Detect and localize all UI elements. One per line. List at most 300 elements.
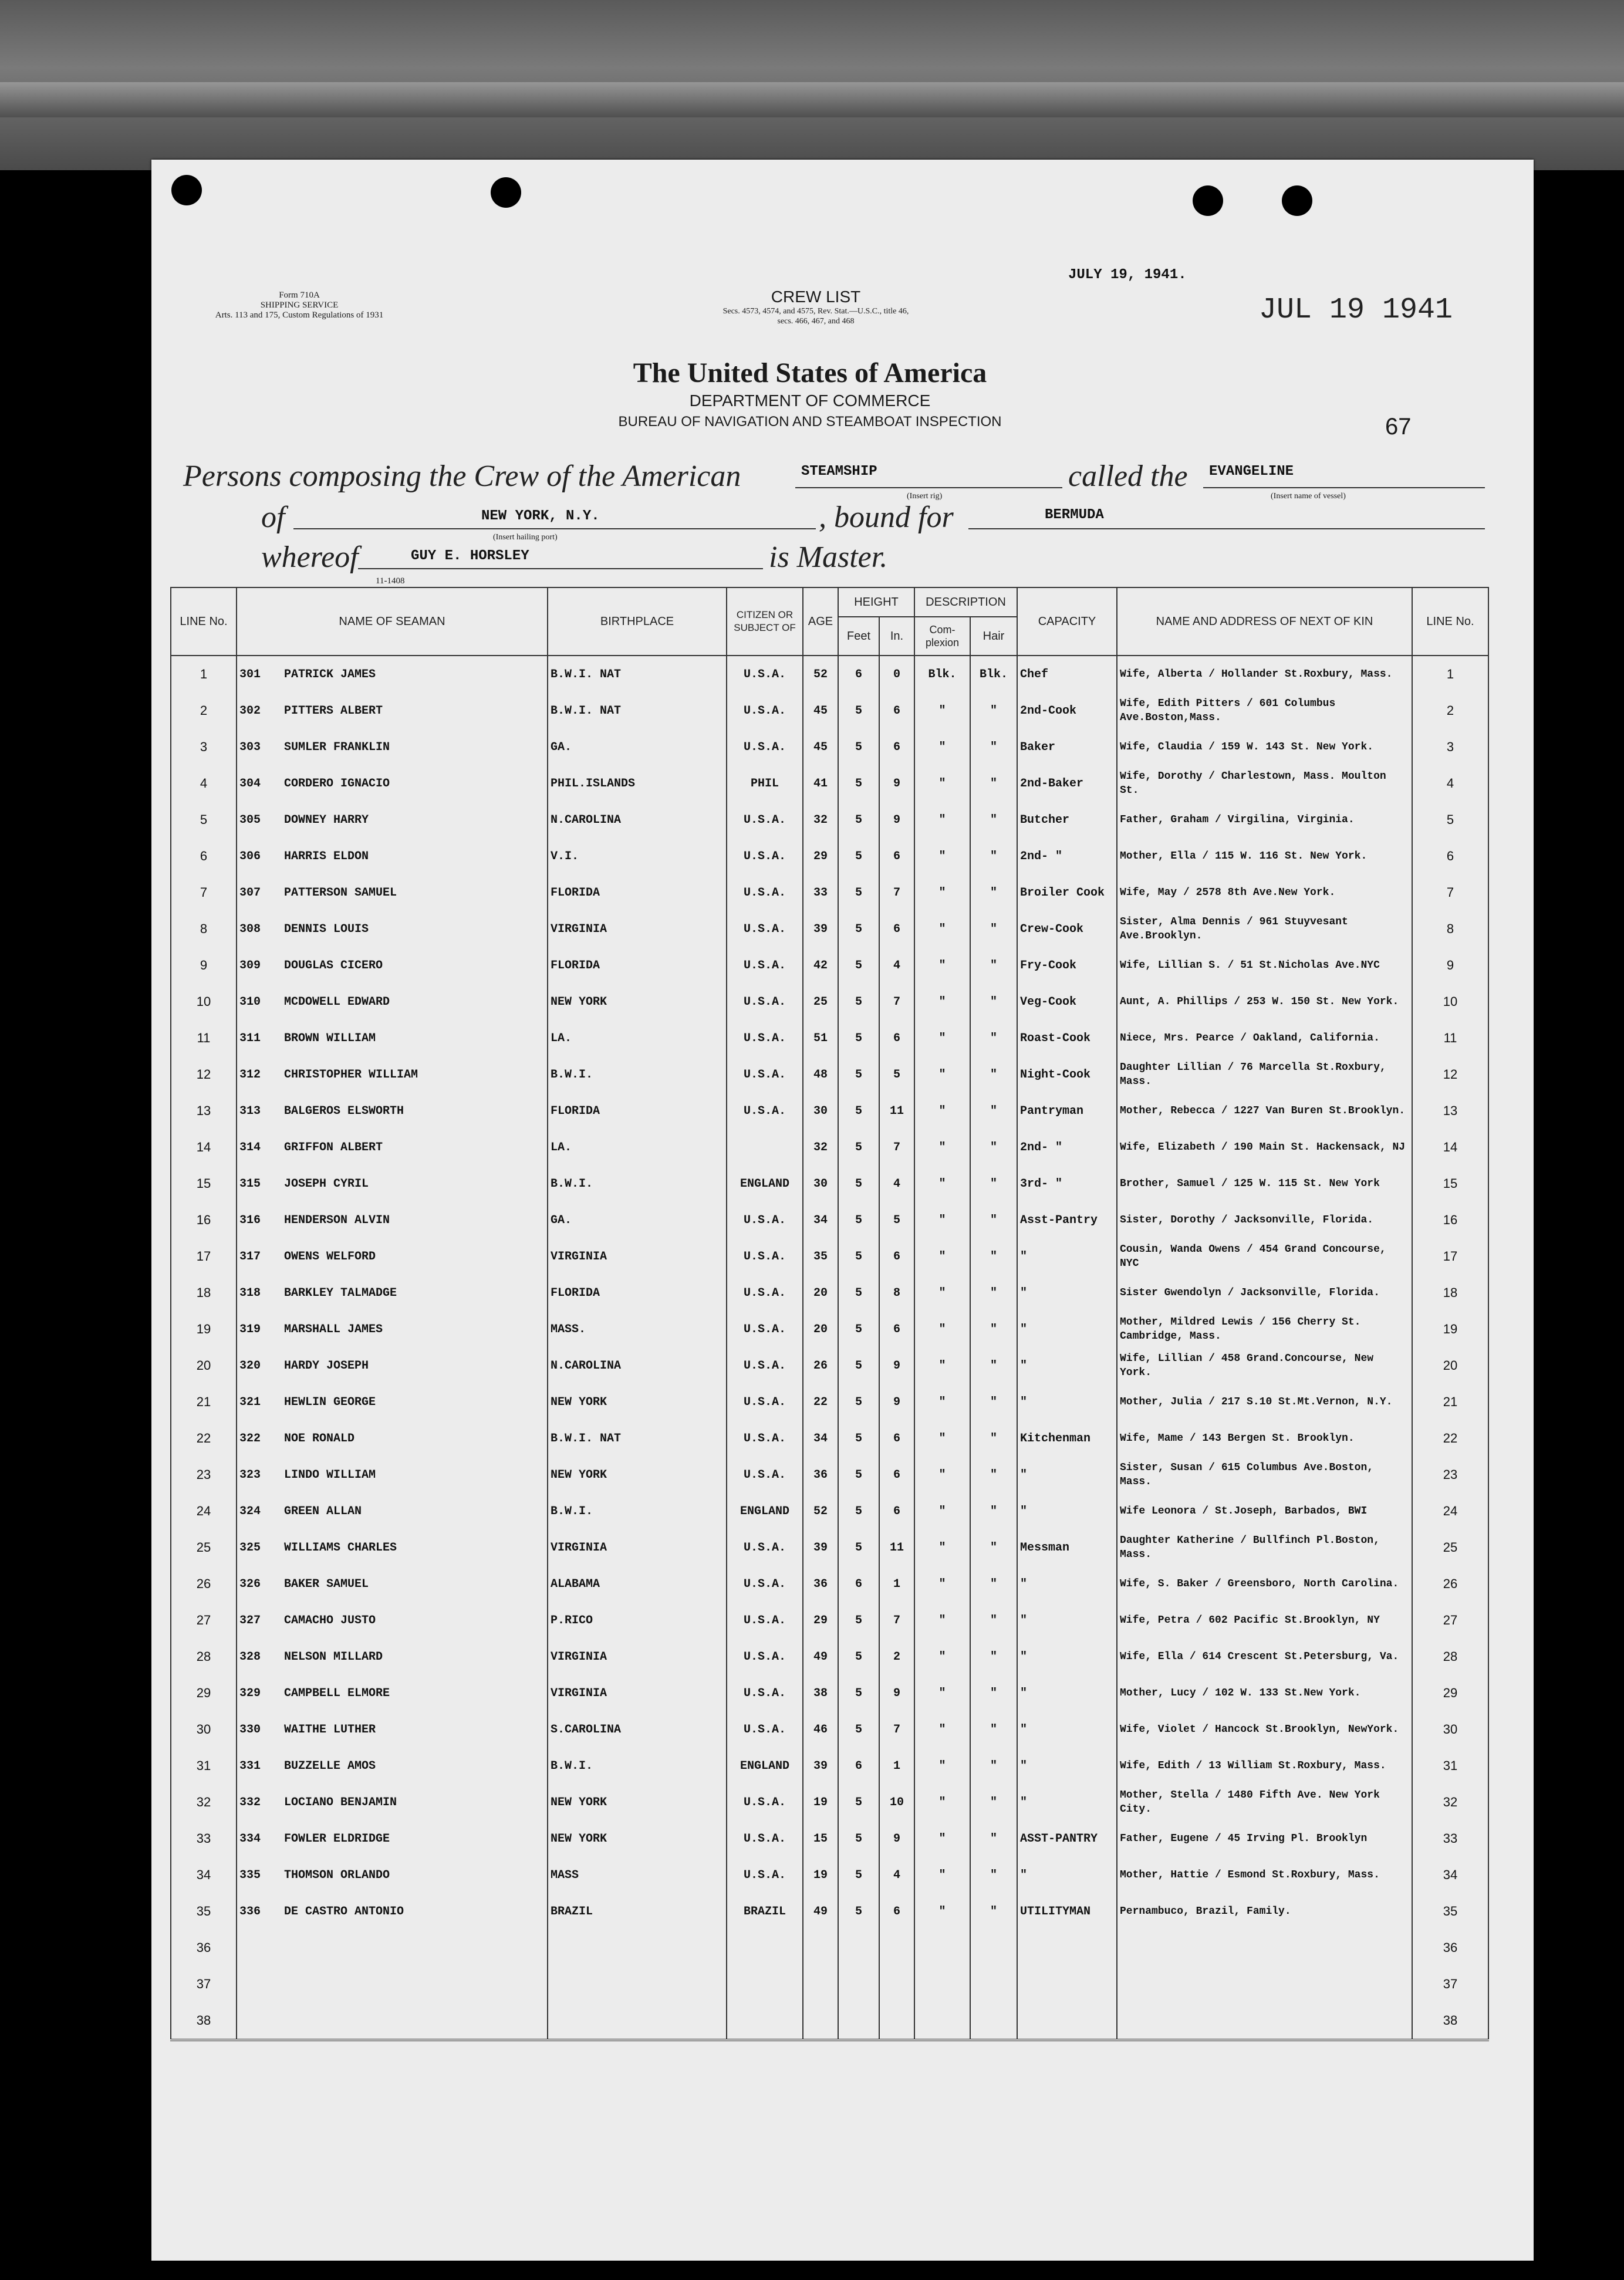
line-number-right: 12 <box>1412 1056 1488 1093</box>
capacity: 2nd- " <box>1017 838 1117 874</box>
seaman-name <box>237 1820 548 1857</box>
age: 35 <box>803 1238 838 1275</box>
punch-hole <box>1282 185 1312 216</box>
height-inches: 6 <box>879 1020 914 1056</box>
age: 20 <box>803 1275 838 1311</box>
seaman-number: 323 <box>239 1468 261 1482</box>
height-inches: 2 <box>879 1639 914 1675</box>
seaman-name <box>237 1493 548 1529</box>
seaman-name <box>237 693 548 729</box>
line-number: 23 <box>171 1457 237 1493</box>
citizenship: U.S.A. <box>727 1056 803 1093</box>
hair: " <box>970 693 1017 729</box>
height-feet: 5 <box>838 1820 879 1857</box>
complexion: " <box>914 1893 970 1930</box>
complexion: " <box>914 1457 970 1493</box>
table-row <box>171 1930 1488 1966</box>
capacity: " <box>1017 1711 1117 1748</box>
line-number-right: 35 <box>1412 1893 1488 1930</box>
seaman-full-name: BROWN WILLIAM <box>284 1031 376 1045</box>
seaman-full-name: JOSEPH CYRIL <box>284 1177 369 1191</box>
hair: " <box>970 765 1017 802</box>
line-number: 8 <box>171 911 237 947</box>
complexion: " <box>914 1020 970 1056</box>
hair: " <box>970 1166 1017 1202</box>
seaman-name <box>237 1602 548 1639</box>
age: 52 <box>803 656 838 693</box>
line-number: 24 <box>171 1493 237 1529</box>
height-feet: 5 <box>838 874 879 911</box>
table-row <box>171 984 1488 1020</box>
line-number-right: 20 <box>1412 1347 1488 1384</box>
seaman-name <box>237 1202 548 1238</box>
table-row <box>171 1129 1488 1166</box>
seaman-full-name: CAMPBELL ELMORE <box>284 1686 390 1700</box>
citizenship: U.S.A. <box>727 1857 803 1893</box>
next-of-kin: Sister, Alma Dennis / 961 Stuyvesant Ave.Brooklyn. <box>1117 911 1412 947</box>
complexion: " <box>914 911 970 947</box>
seaman-full-name: BALGEROS ELSWORTH <box>284 1104 404 1118</box>
hair: " <box>970 1493 1017 1529</box>
seaman-full-name: WAITHE LUTHER <box>284 1722 376 1737</box>
height-feet: 5 <box>838 1311 879 1347</box>
line-number: 21 <box>171 1384 237 1420</box>
line-number-right: 28 <box>1412 1639 1488 1675</box>
complexion: " <box>914 1711 970 1748</box>
citizenship <box>727 1966 803 2002</box>
height-inches: 6 <box>879 1420 914 1457</box>
capacity: 2nd- " <box>1017 1129 1117 1166</box>
citizenship: PHIL <box>727 765 803 802</box>
birthplace: MASS. <box>548 1311 727 1347</box>
table-row <box>171 802 1488 838</box>
hair: " <box>970 1566 1017 1602</box>
height-feet: 6 <box>838 656 879 693</box>
height-feet: 5 <box>838 802 879 838</box>
line-number: 3 <box>171 729 237 765</box>
table-row <box>171 1020 1488 1056</box>
col-feet: Feet <box>838 617 879 656</box>
table-row <box>171 1275 1488 1311</box>
col-age: AGE <box>803 587 838 656</box>
line-number: 11 <box>171 1020 237 1056</box>
hair: " <box>970 1675 1017 1711</box>
birthplace: FLORIDA <box>548 1093 727 1129</box>
age: 32 <box>803 1129 838 1166</box>
birthplace: VIRGINIA <box>548 1529 727 1566</box>
next-of-kin <box>1117 1930 1412 1966</box>
hair: " <box>970 838 1017 874</box>
hair: " <box>970 947 1017 984</box>
capacity: " <box>1017 1238 1117 1275</box>
line-number-right: 23 <box>1412 1457 1488 1493</box>
complexion: " <box>914 693 970 729</box>
birthplace: BRAZIL <box>548 1893 727 1930</box>
citizenship: U.S.A. <box>727 1020 803 1056</box>
table-row <box>171 1566 1488 1602</box>
height-feet: 5 <box>838 1202 879 1238</box>
capacity: " <box>1017 1457 1117 1493</box>
line-number: 37 <box>171 1966 237 2002</box>
seaman-full-name: WILLIAMS CHARLES <box>284 1541 397 1555</box>
age: 45 <box>803 693 838 729</box>
line-number: 10 <box>171 984 237 1020</box>
hair: " <box>970 1457 1017 1493</box>
table-row <box>171 1857 1488 1893</box>
seaman-number: 314 <box>239 1140 261 1154</box>
hair: " <box>970 911 1017 947</box>
hair: " <box>970 802 1017 838</box>
col-capacity: CAPACITY <box>1017 587 1117 656</box>
age: 46 <box>803 1711 838 1748</box>
hair <box>970 1930 1017 1966</box>
line-number-right: 18 <box>1412 1275 1488 1311</box>
height-feet: 5 <box>838 1166 879 1202</box>
height-feet: 5 <box>838 1711 879 1748</box>
age: 30 <box>803 1093 838 1129</box>
line-number: 9 <box>171 947 237 984</box>
age: 52 <box>803 1493 838 1529</box>
capacity: " <box>1017 1639 1117 1675</box>
complexion: " <box>914 1420 970 1457</box>
crew-line-prefix: Persons composing the Crew of the American <box>183 460 741 493</box>
birthplace <box>548 1930 727 1966</box>
height-inches: 9 <box>879 1384 914 1420</box>
hair: " <box>970 1311 1017 1347</box>
age: 19 <box>803 1857 838 1893</box>
regulations: Arts. 113 and 175, Custom Regulations of 1931 <box>215 310 384 320</box>
seaman-full-name: MCDOWELL EDWARD <box>284 995 390 1009</box>
height-inches: 6 <box>879 693 914 729</box>
hair: " <box>970 1020 1017 1056</box>
capacity: Baker <box>1017 729 1117 765</box>
height-feet: 5 <box>838 729 879 765</box>
height-feet: 5 <box>838 1093 879 1129</box>
table-row <box>171 1602 1488 1639</box>
citizenship <box>727 2002 803 2040</box>
seaman-number: 331 <box>239 1759 261 1773</box>
birthplace: V.I. <box>548 838 727 874</box>
hair: " <box>970 1420 1017 1457</box>
next-of-kin: Wife, Ella / 614 Crescent St.Petersburg, Va. <box>1117 1639 1412 1675</box>
next-of-kin: Wife, Edith Pitters / 601 Columbus Ave.Boston,Mass. <box>1117 693 1412 729</box>
seaman-full-name: CORDERO IGNACIO <box>284 776 390 791</box>
age: 49 <box>803 1639 838 1675</box>
seaman-name <box>237 729 548 765</box>
next-of-kin: Wife, Edith / 13 William St.Roxbury, Mass. <box>1117 1748 1412 1784</box>
next-of-kin: Wife, Alberta / Hollander St.Roxbury, Mass. <box>1117 656 1412 693</box>
seaman-full-name: BUZZELLE AMOS <box>284 1759 376 1773</box>
seaman-full-name: CAMACHO JUSTO <box>284 1613 376 1627</box>
line-number: 32 <box>171 1784 237 1820</box>
citizenship: U.S.A. <box>727 1420 803 1457</box>
table-row <box>171 693 1488 729</box>
height-feet: 5 <box>838 947 879 984</box>
age: 36 <box>803 1566 838 1602</box>
seaman-name <box>237 1093 548 1129</box>
birthplace: FLORIDA <box>548 874 727 911</box>
height-feet <box>838 1966 879 2002</box>
table-row <box>171 2002 1488 2040</box>
seaman-name <box>237 802 548 838</box>
seaman-name <box>237 874 548 911</box>
next-of-kin: Aunt, A. Phillips / 253 W. 150 St. New York. <box>1117 984 1412 1020</box>
capacity: 3rd- " <box>1017 1166 1117 1202</box>
birthplace: B.W.I. <box>548 1748 727 1784</box>
height-inches: 11 <box>879 1093 914 1129</box>
citizenship: U.S.A. <box>727 693 803 729</box>
form-code: 11-1408 <box>376 576 405 586</box>
seaman-full-name: HEWLIN GEORGE <box>284 1395 376 1409</box>
seaman-number: 316 <box>239 1213 261 1227</box>
complexion: " <box>914 1056 970 1093</box>
seaman-name <box>237 838 548 874</box>
table-row <box>171 1529 1488 1566</box>
age: 20 <box>803 1311 838 1347</box>
complexion: " <box>914 1602 970 1639</box>
capacity: Roast-Cook <box>1017 1020 1117 1056</box>
birthplace: B.W.I. NAT <box>548 656 727 693</box>
height-feet: 5 <box>838 1784 879 1820</box>
capacity: Messman <box>1017 1529 1117 1566</box>
next-of-kin: Wife, Dorothy / Charlestown, Mass. Moulton St. <box>1117 765 1412 802</box>
seaman-number: 318 <box>239 1286 261 1300</box>
height-inches: 9 <box>879 1675 914 1711</box>
next-of-kin: Mother, Lucy / 102 W. 133 St.New York. <box>1117 1675 1412 1711</box>
line-number-right: 22 <box>1412 1420 1488 1457</box>
hair: " <box>970 1056 1017 1093</box>
complexion: " <box>914 1311 970 1347</box>
hair: " <box>970 1602 1017 1639</box>
age: 49 <box>803 1893 838 1930</box>
seaman-full-name: HARDY JOSEPH <box>284 1359 369 1373</box>
seaman-number: 302 <box>239 704 261 718</box>
table-row <box>171 1711 1488 1748</box>
complexion: " <box>914 1820 970 1857</box>
seaman-full-name: GREEN ALLAN <box>284 1504 362 1518</box>
age: 34 <box>803 1420 838 1457</box>
citizenship: U.S.A. <box>727 1639 803 1675</box>
punch-hole <box>1193 185 1223 216</box>
statute-line-1: Secs. 4573, 4574, and 4575, Rev. Stat.—U.S.C., title 46, <box>722 307 909 316</box>
capacity: " <box>1017 1602 1117 1639</box>
seaman-number: 307 <box>239 886 261 900</box>
height-inches: 7 <box>879 1711 914 1748</box>
capacity: Asst-Pantry <box>1017 1202 1117 1238</box>
capacity: Veg-Cook <box>1017 984 1117 1020</box>
complexion: " <box>914 1748 970 1784</box>
seaman-name <box>237 984 548 1020</box>
birthplace: LA. <box>548 1020 727 1056</box>
seaman-full-name: BAKER SAMUEL <box>284 1577 369 1591</box>
complexion: " <box>914 1639 970 1675</box>
line-number-right: 1 <box>1412 656 1488 693</box>
seaman-number: 330 <box>239 1722 261 1737</box>
next-of-kin: Father, Eugene / 45 Irving Pl. Brooklyn <box>1117 1820 1412 1857</box>
hair: " <box>970 1529 1017 1566</box>
next-of-kin: Sister, Dorothy / Jacksonville, Florida. <box>1117 1202 1412 1238</box>
complexion: " <box>914 765 970 802</box>
citizenship: U.S.A. <box>727 874 803 911</box>
citizenship: ENGLAND <box>727 1493 803 1529</box>
birthplace: B.W.I. NAT <box>548 1420 727 1457</box>
crew-table <box>170 587 1489 2041</box>
seaman-name <box>237 1129 548 1166</box>
birthplace: FLORIDA <box>548 947 727 984</box>
seaman-full-name: FOWLER ELDRIDGE <box>284 1832 390 1846</box>
seaman-number: 326 <box>239 1577 261 1591</box>
capacity: " <box>1017 1748 1117 1784</box>
capacity: " <box>1017 1675 1117 1711</box>
table-row <box>171 765 1488 802</box>
table-row <box>171 656 1488 693</box>
citizenship: ENGLAND <box>727 1166 803 1202</box>
height-feet: 5 <box>838 765 879 802</box>
age: 19 <box>803 1784 838 1820</box>
col-line-right: LINE No. <box>1412 587 1488 656</box>
height-inches: 9 <box>879 802 914 838</box>
height-inches: 5 <box>879 1056 914 1093</box>
line-number: 34 <box>171 1857 237 1893</box>
seaman-name <box>237 1529 548 1566</box>
capacity <box>1017 1930 1117 1966</box>
capacity: " <box>1017 1857 1117 1893</box>
line-number-right: 6 <box>1412 838 1488 874</box>
birthplace: VIRGINIA <box>548 1639 727 1675</box>
height-feet: 5 <box>838 838 879 874</box>
birthplace: NEW YORK <box>548 1457 727 1493</box>
next-of-kin: Father, Graham / Virgilina, Virginia. <box>1117 802 1412 838</box>
col-hair: Hair <box>970 617 1017 656</box>
seaman-number: 308 <box>239 922 261 936</box>
age <box>803 1930 838 1966</box>
seaman-name <box>237 1566 548 1602</box>
citizenship: U.S.A. <box>727 1566 803 1602</box>
vessel-name: EVANGELINE <box>1209 464 1294 479</box>
age: 29 <box>803 838 838 874</box>
line-number-right: 29 <box>1412 1675 1488 1711</box>
seaman-name <box>237 1675 548 1711</box>
shipping-service: SHIPPING SERVICE <box>260 300 339 310</box>
seaman-number: 329 <box>239 1686 261 1700</box>
line-number: 31 <box>171 1748 237 1784</box>
line-number-right: 5 <box>1412 802 1488 838</box>
citizenship <box>727 1129 803 1166</box>
citizenship: U.S.A. <box>727 1311 803 1347</box>
citizenship <box>727 1930 803 1966</box>
form-id-block <box>176 291 423 320</box>
seaman-full-name: OWENS WELFORD <box>284 1249 376 1264</box>
capacity: Night-Cook <box>1017 1056 1117 1093</box>
birthplace: ALABAMA <box>548 1566 727 1602</box>
seaman-name <box>237 1748 548 1784</box>
height-feet: 6 <box>838 1566 879 1602</box>
birthplace: LA. <box>548 1129 727 1166</box>
height-inches: 7 <box>879 984 914 1020</box>
complexion: " <box>914 1857 970 1893</box>
citizenship: U.S.A. <box>727 1457 803 1493</box>
line-number-right: 9 <box>1412 947 1488 984</box>
seaman-name <box>237 1639 548 1675</box>
age: 41 <box>803 765 838 802</box>
complexion: " <box>914 1384 970 1420</box>
table-row <box>171 1347 1488 1384</box>
seaman-full-name: DOWNEY HARRY <box>284 813 369 827</box>
birthplace: GA. <box>548 1202 727 1238</box>
citizenship: ENGLAND <box>727 1748 803 1784</box>
hair: " <box>970 1202 1017 1238</box>
hair: " <box>970 874 1017 911</box>
seaman-name <box>237 656 548 693</box>
table-row <box>171 1384 1488 1420</box>
citizenship: U.S.A. <box>727 1384 803 1420</box>
citizenship: U.S.A. <box>727 947 803 984</box>
hair: " <box>970 729 1017 765</box>
next-of-kin: Wife, Mame / 143 Bergen St. Brooklyn. <box>1117 1420 1412 1457</box>
height-feet: 5 <box>838 1384 879 1420</box>
citizenship: U.S.A. <box>727 1275 803 1311</box>
whereof-label: whereof <box>261 541 359 574</box>
age: 39 <box>803 1748 838 1784</box>
height-feet: 5 <box>838 1238 879 1275</box>
seaman-full-name: GRIFFON ALBERT <box>284 1140 383 1154</box>
seaman-number: 336 <box>239 1904 261 1918</box>
seaman-number: 313 <box>239 1104 261 1118</box>
seaman-number: 301 <box>239 667 261 681</box>
line-number: 1 <box>171 656 237 693</box>
height-feet: 5 <box>838 1893 879 1930</box>
capacity: Crew-Cook <box>1017 911 1117 947</box>
table-row <box>171 1202 1488 1238</box>
date-typed: JULY 19, 1941. <box>1068 267 1187 283</box>
seaman-number: 310 <box>239 995 261 1009</box>
age: 25 <box>803 984 838 1020</box>
capacity: 2nd-Cook <box>1017 693 1117 729</box>
form-id: Form 710A <box>279 291 320 300</box>
line-number: 15 <box>171 1166 237 1202</box>
height-feet: 5 <box>838 693 879 729</box>
birthplace: MASS <box>548 1857 727 1893</box>
statute-line-2: secs. 466, 467, and 468 <box>777 317 855 326</box>
line-number: 5 <box>171 802 237 838</box>
birthplace: NEW YORK <box>548 1784 727 1820</box>
line-number: 33 <box>171 1820 237 1857</box>
table-row <box>171 1966 1488 2002</box>
age: 30 <box>803 1166 838 1202</box>
line-number: 29 <box>171 1675 237 1711</box>
birthplace: B.W.I. NAT <box>548 693 727 729</box>
age: 22 <box>803 1384 838 1420</box>
height-feet: 5 <box>838 1420 879 1457</box>
capacity: " <box>1017 1384 1117 1420</box>
next-of-kin: Wife Leonora / St.Joseph, Barbados, BWI <box>1117 1493 1412 1529</box>
scanner-edge <box>0 0 1624 170</box>
next-of-kin: Brother, Samuel / 125 W. 115 St. New York <box>1117 1166 1412 1202</box>
complexion: " <box>914 947 970 984</box>
line-number-right: 4 <box>1412 765 1488 802</box>
height-inches: 9 <box>879 1347 914 1384</box>
hair: " <box>970 1893 1017 1930</box>
complexion: " <box>914 1238 970 1275</box>
age: 33 <box>803 874 838 911</box>
line-number: 16 <box>171 1202 237 1238</box>
table-row <box>171 1893 1488 1930</box>
seaman-number: 315 <box>239 1177 261 1191</box>
table-row <box>171 1420 1488 1457</box>
crew-list-heading <box>651 288 980 326</box>
seaman-name <box>237 765 548 802</box>
age: 51 <box>803 1020 838 1056</box>
